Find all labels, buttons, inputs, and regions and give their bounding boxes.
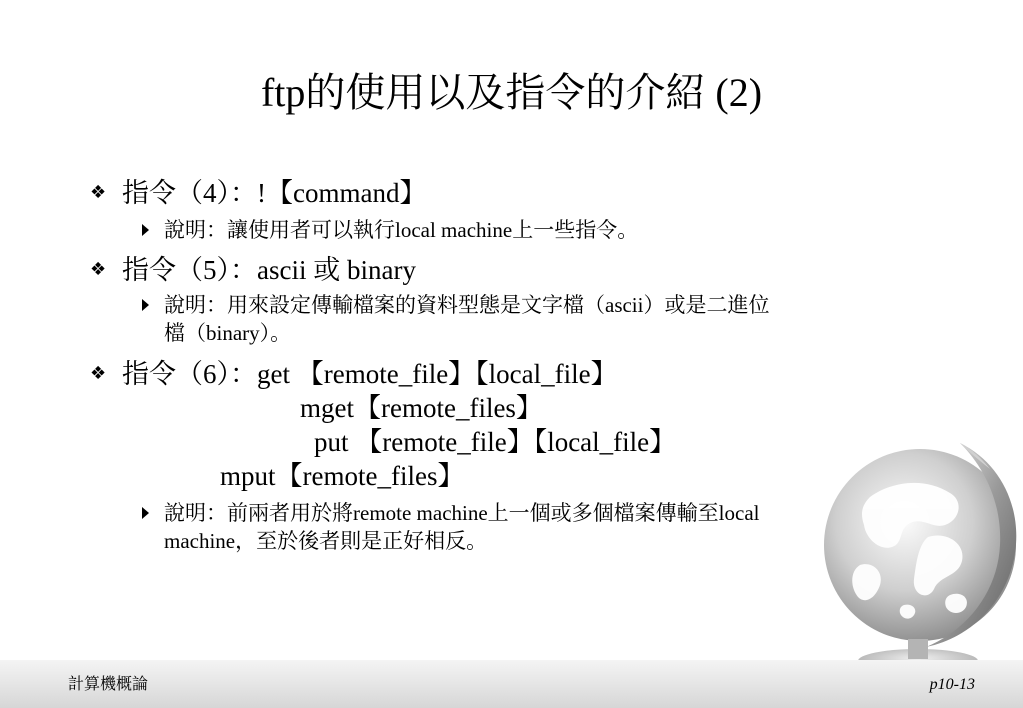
footer-bar xyxy=(0,660,1023,708)
command-6-heading: 指令（6）：get 【remote_file】【local_file】 xyxy=(122,359,618,389)
footer-course-title: 計算機概論 xyxy=(68,676,149,693)
slide-title: ftp的使用以及指令的介紹 (2) xyxy=(260,70,763,115)
command-5-heading: 指令（5）：ascii 或 binary xyxy=(122,255,416,285)
command-4-description: 說明：讓使用者可以執行local machine上一些指令。 xyxy=(164,218,639,242)
command-5-description-line2: 檔（binary）。 xyxy=(164,321,292,345)
triangle-bullet-icon xyxy=(142,224,149,236)
command-6-mput: mput【remote_files】 xyxy=(220,461,465,491)
footer-page-number: p10-13 xyxy=(929,676,975,693)
command-6-mget: mget【remote_files】 xyxy=(300,393,543,423)
command-6-description-line2: machine，至於後者則是正好相反。 xyxy=(164,529,488,553)
diamond-bullet-icon: ❖ xyxy=(90,363,107,384)
diamond-bullet-icon: ❖ xyxy=(90,182,107,203)
triangle-bullet-icon xyxy=(142,507,149,519)
command-6-put: put 【remote_file】【local_file】 xyxy=(314,427,677,457)
triangle-bullet-icon xyxy=(142,299,149,311)
command-6-description-line1: 說明：前兩者用於將remote machine上一個或多個檔案傳輸至local xyxy=(164,501,760,525)
globe-icon xyxy=(800,425,1023,685)
command-5-description-line1: 說明：用來設定傳輸檔案的資料型態是文字檔（ascii）或是二進位 xyxy=(164,293,770,317)
command-4-heading: 指令（4）：!【command】 xyxy=(122,178,427,208)
diamond-bullet-icon: ❖ xyxy=(90,259,107,280)
